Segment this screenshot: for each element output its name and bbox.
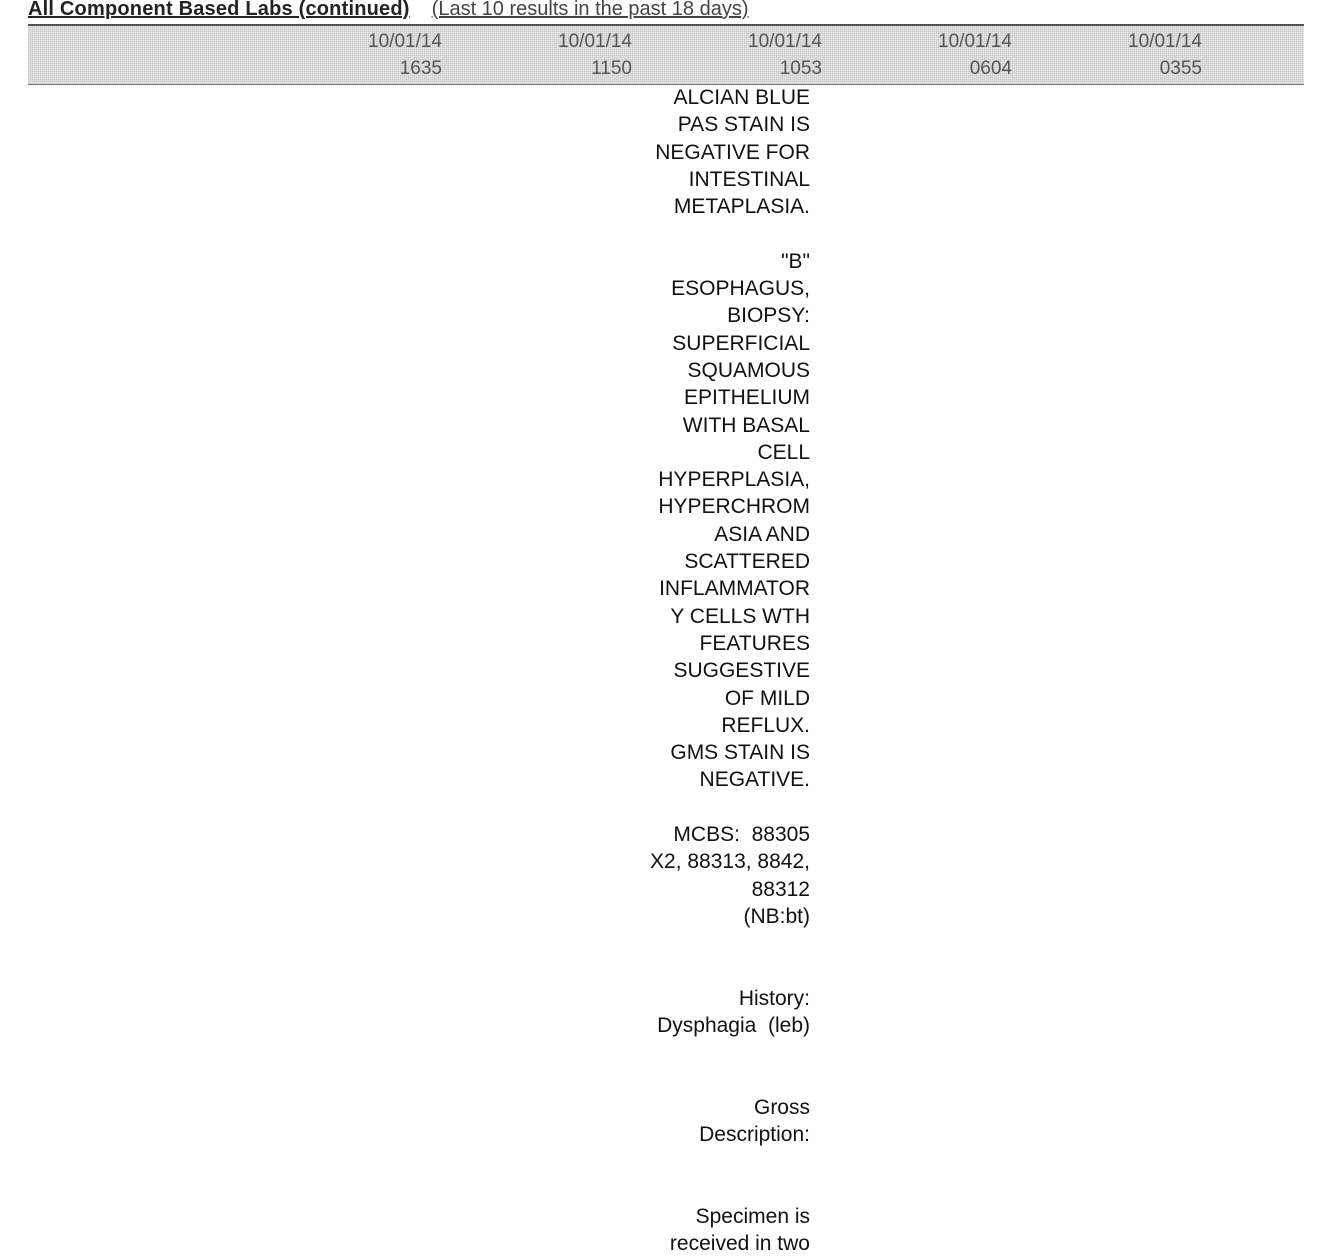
column-time: 0355 — [1159, 58, 1202, 79]
result-line: NEGATIVE. — [699, 768, 810, 792]
result-line: SUGGESTIVE — [673, 659, 810, 683]
result-line: INTESTINAL — [688, 167, 810, 191]
result-line: SUPERFICIAL — [672, 331, 810, 355]
column-date: 10/01/14 — [938, 31, 1012, 52]
result-line: "B" — [781, 249, 810, 273]
report-subtitle: (Last 10 results in the past 18 days) — [431, 0, 749, 20]
column-header — [1052, 28, 1202, 82]
result-line — [600, 220, 810, 247]
column-date: 10/01/14 — [748, 31, 822, 52]
result-line: PAS STAIN IS — [677, 113, 810, 137]
column-time: 0604 — [969, 58, 1012, 79]
result-line — [600, 930, 810, 957]
result-line: REFLUX. — [721, 713, 810, 737]
result-line: SQUAMOUS — [687, 358, 810, 382]
result-line: ASIA AND — [714, 522, 810, 546]
result-line: OF MILD — [724, 686, 810, 710]
result-line — [600, 1176, 810, 1203]
column-date: 10/01/14 — [558, 31, 632, 52]
result-line: X2, 88313, 8842, — [650, 850, 810, 874]
report-title-bar — [28, 0, 749, 20]
column-header — [862, 28, 1012, 82]
result-line: Specimen is — [695, 1205, 810, 1229]
result-text-column — [600, 84, 810, 1258]
result-line: received in two — [669, 1232, 810, 1256]
result-line: BIOPSY: — [727, 304, 810, 328]
result-line: ALCIAN BLUE — [673, 86, 810, 109]
result-line: History: — [738, 986, 810, 1010]
result-line — [600, 1039, 810, 1066]
result-line — [600, 1067, 810, 1094]
result-line: 88312 — [751, 877, 810, 901]
column-header — [482, 28, 632, 82]
result-line: EPITHELIUM — [683, 386, 810, 410]
result-line: GMS STAIN IS — [670, 741, 810, 765]
result-line: NEGATIVE FOR — [655, 140, 810, 164]
result-line: Description: — [699, 1123, 810, 1147]
result-line: MCBS: 88305 — [673, 823, 810, 847]
result-line: HYPERCHROM — [658, 495, 810, 519]
result-line — [600, 958, 810, 985]
column-time: 1150 — [591, 58, 632, 79]
result-line: CELL — [757, 440, 810, 464]
column-time: 1053 — [779, 58, 822, 79]
column-header — [292, 28, 442, 82]
result-line: Y CELLS WTH — [670, 604, 810, 628]
column-date: 10/01/14 — [368, 31, 442, 52]
result-line: ESOPHAGUS, — [671, 277, 810, 301]
result-line: METAPLASIA. — [673, 195, 810, 219]
result-line: (NB:bt) — [743, 904, 810, 928]
result-line: Gross — [753, 1095, 810, 1119]
column-header — [672, 28, 822, 82]
column-header-band — [28, 24, 1304, 85]
result-line: WITH BASAL — [682, 413, 810, 437]
result-line: SCATTERED — [684, 550, 810, 574]
result-line — [600, 1149, 810, 1176]
result-line: HYPERPLASIA, — [658, 468, 810, 492]
result-line: INFLAMMATOR — [659, 577, 810, 601]
result-line — [600, 794, 810, 821]
result-line: FEATURES — [699, 631, 810, 655]
report-title: All Component Based Labs (continued) — [28, 0, 410, 20]
column-time: 1635 — [399, 58, 442, 79]
column-date: 10/01/14 — [1128, 31, 1202, 52]
result-line: Dysphagia (leb) — [657, 1014, 810, 1038]
